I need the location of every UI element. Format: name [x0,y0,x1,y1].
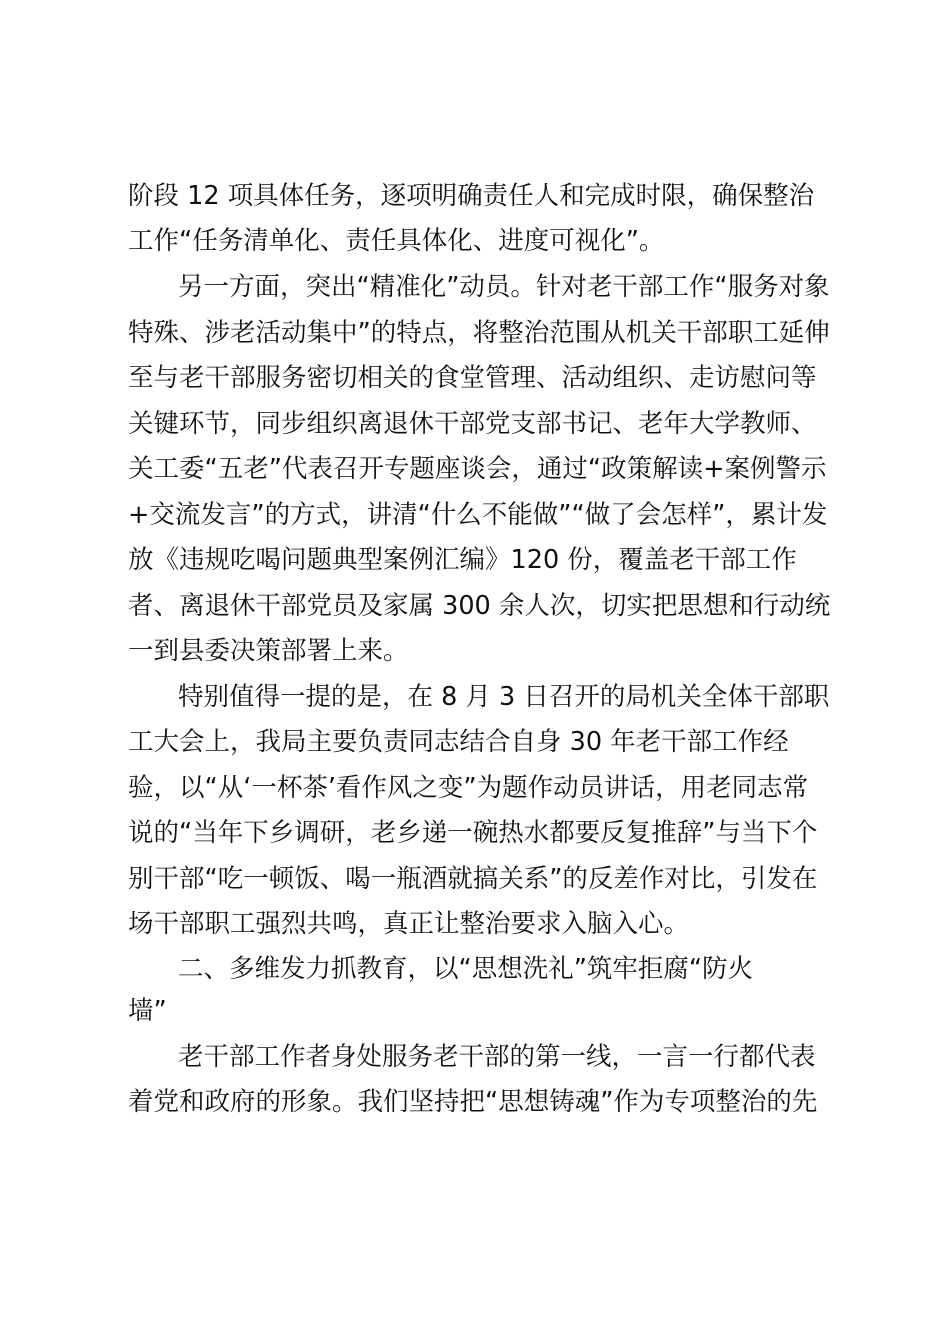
paragraph-line: 特别值得一提的是，在 8 月 3 日召开的局机关全体干部职 [178,682,830,712]
paragraph-line: 特殊、涉老活动集中”的特点，将整治范围从机关干部职工延伸 [128,318,830,348]
paragraph-line: 至与老干部服务密切相关的食堂管理、活动组织、走访慰问等 [128,363,817,393]
paragraph-line: 一到县委决策部署上来。 [128,636,409,666]
paragraph-line: 着党和政府的形象。我们坚持把“思想铸魂”作为专项整治的先 [128,1087,818,1117]
paragraph-line: 场干部职工强烈共鸣，真正让整治要求入脑入心。 [128,909,690,939]
paragraph-line: 另一方面，突出“精准化”动员。针对老干部工作“服务对象 [178,272,830,302]
section-heading: 二、多维发力抓教育，以“思想洗礼”筑牢拒腐“防火 [178,954,754,984]
section-heading: 墙” [128,996,167,1026]
paragraph-line: 工作“任务清单化、责任具体化、进度可视化”。 [128,226,665,256]
paragraph-line: 老干部工作者身处服务老干部的第一线，一言一行都代表 [178,1042,816,1072]
paragraph-line: 别干部“吃一顿饭、喝一瓶酒就搞关系”的反差作对比，引发在 [128,864,818,894]
paragraph-line: 阶段 12 项具体任务，逐项明确责任人和完成时限，确保整治 [128,181,815,211]
paragraph-line: 验，以“从‘一杯茶’看作风之变”为题作动员讲话，用老同志常 [128,773,809,803]
paragraph-line: +交流发言”的方式，讲清“什么不能做”“做了会怎样”，累计发 [128,500,828,530]
paragraph-line: 工大会上，我局主要负责同志结合自身 30 年老干部工作经 [128,727,789,757]
paragraph-line: 说的“当年下乡调研，老乡递一碗热水都要反复推辞”与当下个 [128,818,818,848]
paragraph-line: 者、离退休干部党员及家属 300 余人次，切实把思想和行动统 [128,591,831,621]
paragraph-line: 关工委“五老”代表召开专题座谈会，通过“政策解读+案例警示 [128,454,827,484]
paragraph-line: 关键环节，同步组织离退休干部党支部书记、老年大学教师、 [128,409,817,439]
paragraph-line: 放《违规吃喝问题典型案例汇编》120 份，覆盖老干部工作 [128,545,797,575]
